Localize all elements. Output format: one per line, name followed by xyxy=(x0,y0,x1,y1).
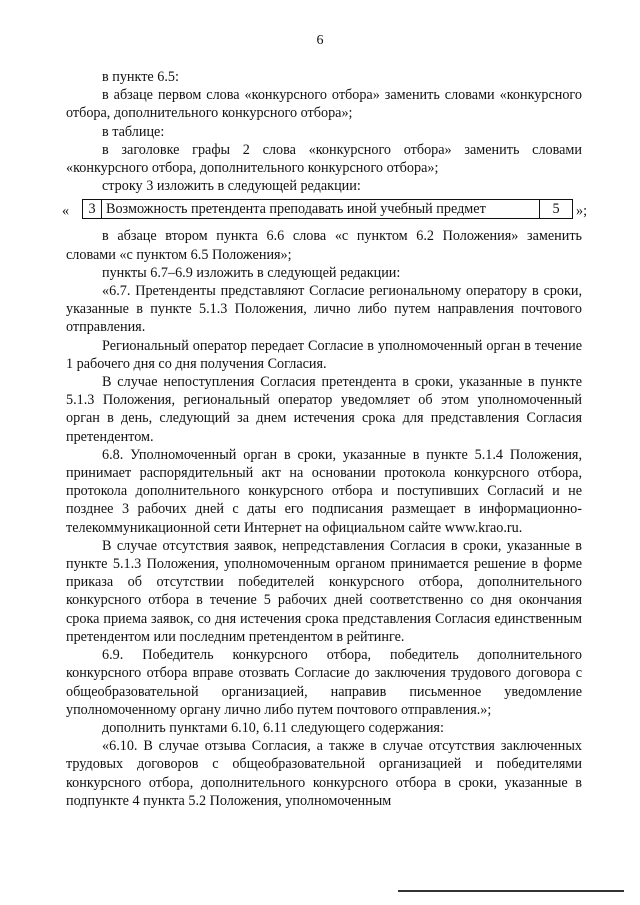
paragraph-6-10: «6.10. В случае отзыва Согласия, а также в случае отсутствия заключенных трудовых договоров с общеобразовательной организацией и победителями конкурсного отбора, дополнительного конкурсного отбора в сроки, указанные в подпункте 4 пункта 5.2 Положения, уполномоченным xyxy=(66,738,582,809)
table-cell-score: 5 xyxy=(539,200,572,218)
paragraph-6-8: 6.8. Уполномоченный орган в сроки, указанные в пункте 5.1.4 Положения, принимает распорядительный акт на основании протокола конкурсного отбора, протокола дополнительного конкурсного отбора и поступивших Согласий и не позднее 3 рабочих дней с даты его подписания размещает в информационно-телекоммуникационной сети Интернет на официальном сайте www.krao.ru. xyxy=(66,446,582,536)
document-body xyxy=(62,68,588,810)
amendment-line: в пункте 6.5: xyxy=(102,69,179,85)
paragraph: в абзаце втором пункта 6.6 слова «с пунктом 6.2 Положения» заменить словами «с пунктом 6.5 Положения»; xyxy=(66,228,582,263)
table-cell-number: 3 xyxy=(83,200,102,218)
paragraph-6-7: «6.7. Претенденты представляют Согласие региональному оператору в сроки, указанные в пункте 5.1.3 Положения, лично либо путем направления почтового отправления. xyxy=(66,283,582,336)
close-quote: »; xyxy=(576,203,588,220)
open-quote: « xyxy=(62,203,70,220)
table-row-replacement xyxy=(62,199,588,221)
paragraph: дополнить пунктами 6.10, 6.11 следующего содержания: xyxy=(102,719,444,736)
amendment-line: строку 3 изложить в следующей редакции: xyxy=(102,178,361,195)
paragraph-6-9: 6.9. Победитель конкурсного отбора, победитель дополнительного конкурсного отбора вправе отозвать Согласие до заключения трудового договора с общеобразовательной организацией, направив письменное уведомление уполномоченному органу лично либо путем почтового отправления.»; xyxy=(66,647,582,718)
paragraph: В случае отсутствия заявок, непредставления Согласия в сроки, указанные в пункте 5.1.3 Положения, уполномоченным органом принимается решение в форме приказа об отсутствии победителей конкурсного отбора, дополнительного конкурсного отбора в течение 5 рабочих дней соответственно со дня окончания срока приема заявок, со дня истечения срока представления Согласия единственным претендентом или последним претендентом в рейтинге. xyxy=(66,537,582,645)
paragraph: пункты 6.7–6.9 изложить в следующей редакции: xyxy=(102,264,401,281)
amendment-line: в таблице: xyxy=(102,123,165,140)
amendment-line: в абзаце первом слова «конкурсного отбора» заменить словами «конкурсного отбора, дополнительного конкурсного отбора»; xyxy=(66,87,582,122)
amendment-line: в заголовке графы 2 слова «конкурсного отбора» заменить словами «конкурсного отбора, дополнительного конкурсного отбора»; xyxy=(66,141,582,177)
criteria-table-row xyxy=(82,199,573,219)
footer-rule xyxy=(398,890,624,892)
paragraph: Региональный оператор передает Согласие в уполномоченный орган в течение 1 рабочего дня со дня получения Согласия. xyxy=(66,337,582,372)
table-cell-criterion: Возможность претендента преподавать иной учебный предмет xyxy=(106,201,486,218)
paragraph: В случае непоступления Согласия претендента в сроки, указанные в пункте 5.1.3 Положения, региональный оператор уведомляет об этом уполномоченный орган в день, следующий за днем истечения срока для представления Согласия претендентом. xyxy=(66,374,582,445)
page-number: 6 xyxy=(316,33,324,48)
